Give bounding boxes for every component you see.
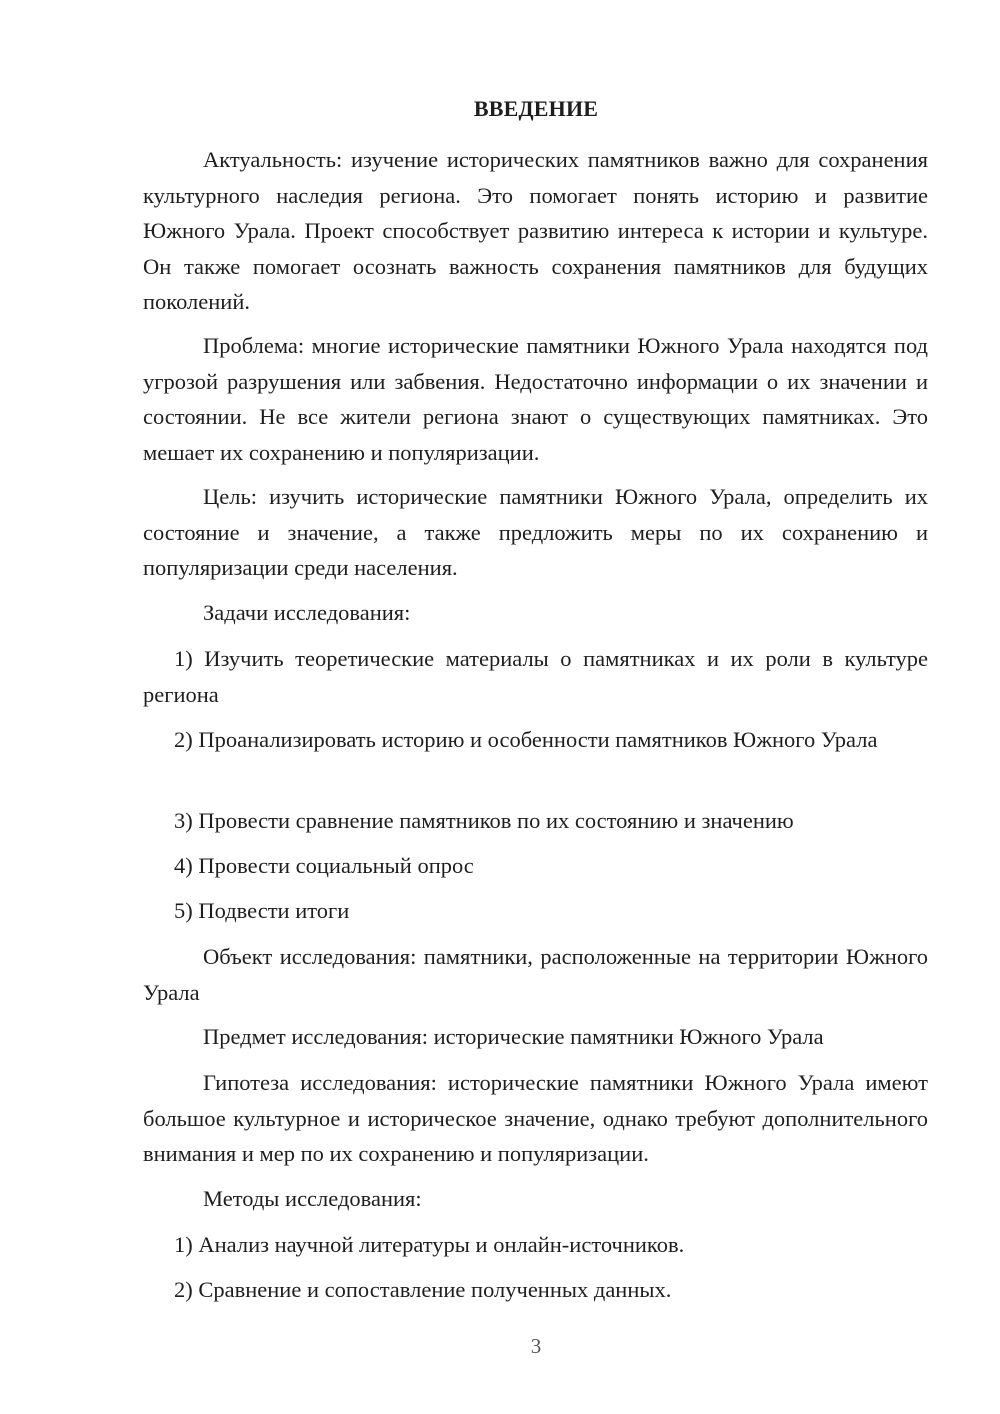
subject-paragraph: Предмет исследования: исторические памятники Южного Урала (203, 1024, 824, 1049)
tasks-heading: Задачи исследования: (203, 600, 411, 625)
hypothesis-paragraph: Гипотеза исследования: исторические памятники Южного Урала имеют большое культурное и историческое значение, однако требуют дополнительного внимания и мер по их сохранению и популяризации. (143, 1070, 928, 1166)
relevance-paragraph: Актуальность: изучение исторических памятников важно для сохранения культурного наследия региона. Это помогает понять историю и развитие Южного Урала. Проект способствует развитию интереса к истории и культуре. Он также помогает осознать важность сохранения памятников для будущих поколений. (143, 147, 928, 314)
page-number: 3 (530, 1334, 542, 1358)
task-item-2: 2) Проанализировать историю и особенности памятников Южного Урала (174, 727, 878, 752)
method-item-1: 1) Анализ научной литературы и онлайн-источников. (174, 1232, 685, 1257)
task-item-3: 3) Провести сравнение памятников по их состоянию и значению (174, 808, 794, 833)
goal-paragraph: Цель: изучить исторические памятники Южного Урала, определить их состояние и значение, а также предложить меры по их сохранению и популяризации среди населения. (143, 484, 928, 580)
problem-paragraph: Проблема: многие исторические памятники Южного Урала находятся под угрозой разрушения или забвения. Недостаточно информации о их значении и состоянии. Не все жители региона знают о существующих памятниках. Это мешает их сохранению и популяризации. (143, 333, 928, 465)
method-item-2: 2) Сравнение и сопоставление полученных данных. (174, 1277, 672, 1302)
object-paragraph: Объект исследования: памятники, расположенные на территории Южного Урала (143, 944, 928, 1005)
page-title: ВВЕДЕНИЕ (473, 96, 599, 121)
task-item-5: 5) Подвести итоги (174, 898, 350, 923)
methods-heading: Методы исследования: (203, 1186, 422, 1211)
task-item-1: 1) Изучить теоретические материалы о памятниках и их роли в культуре региона (143, 646, 928, 707)
task-item-4: 4) Провести социальный опрос (174, 853, 474, 878)
